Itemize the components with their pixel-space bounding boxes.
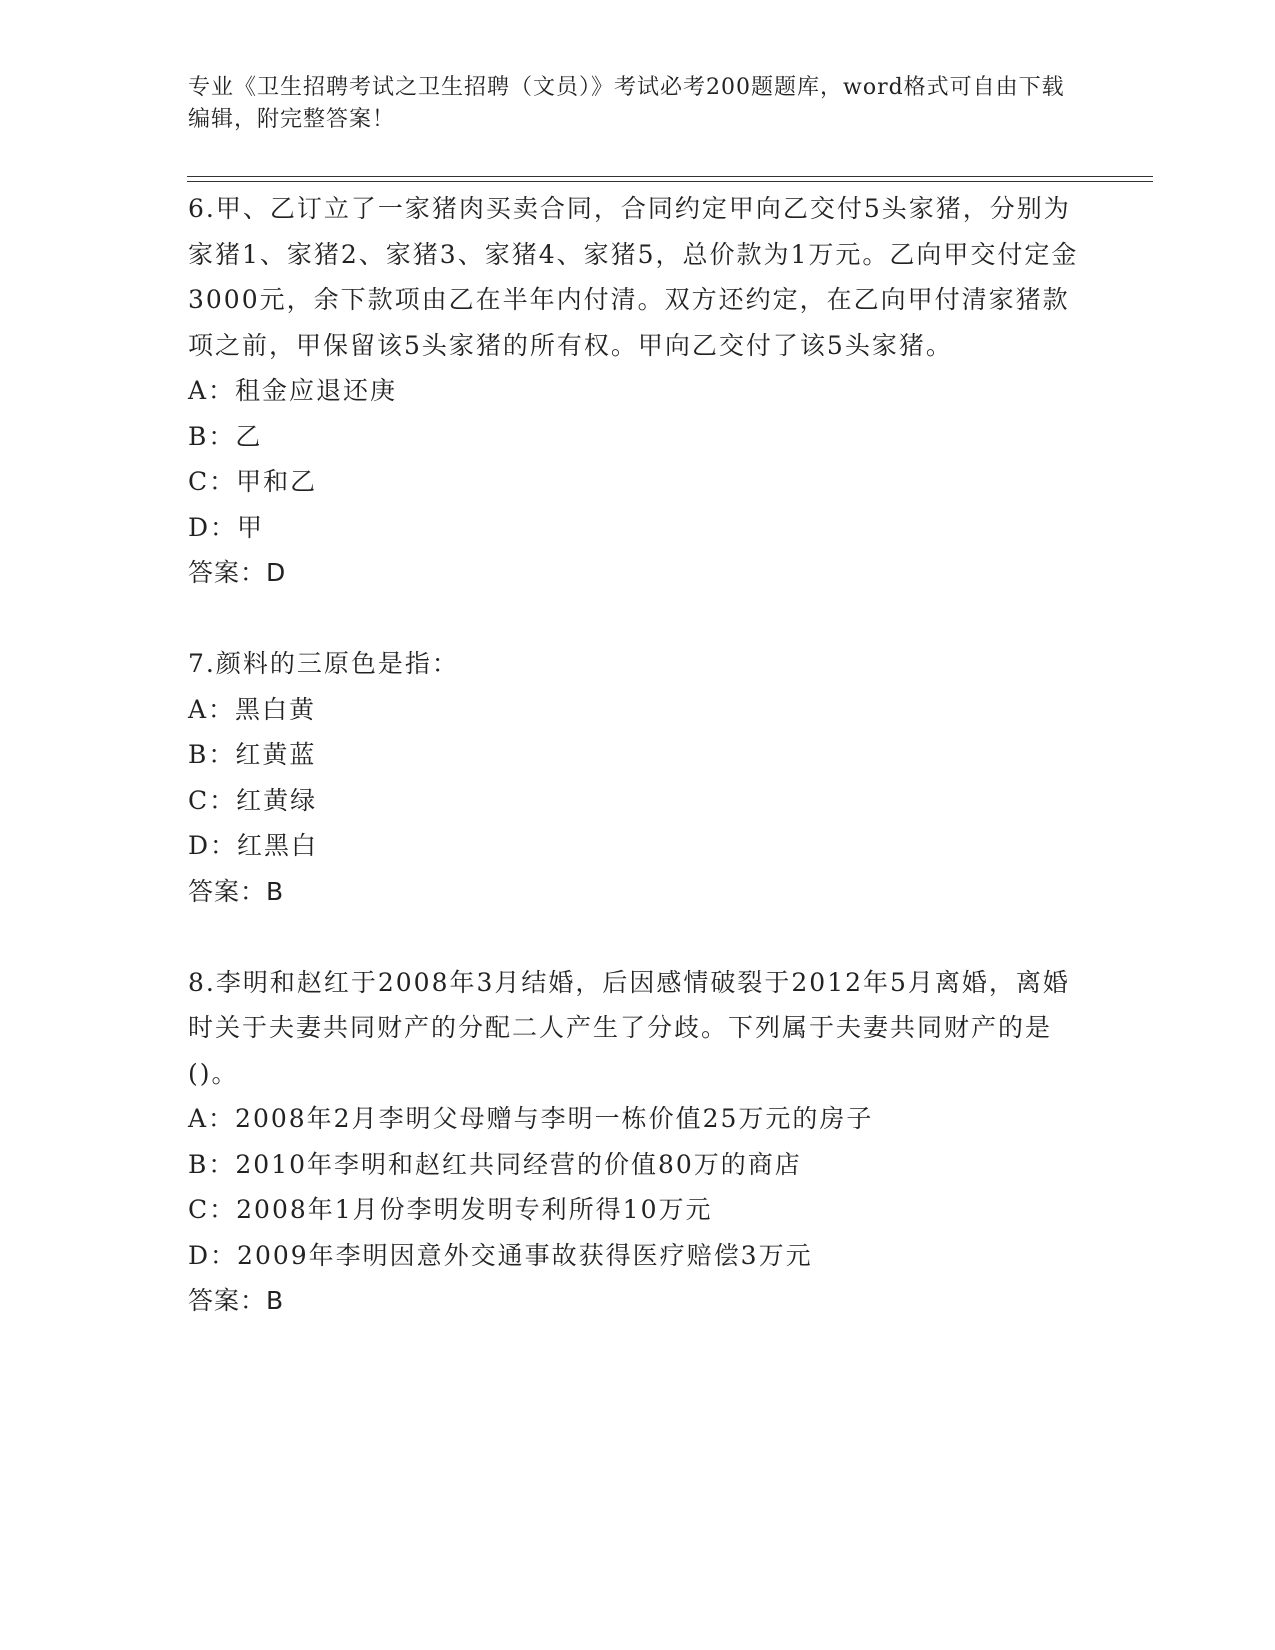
document-header: 专业《卫生招聘考试之卫生招聘（文员）》考试必考200题题库，word格式可自由下载编辑，附完整答案！ [188, 75, 1065, 132]
answer-line: 答案：B [188, 876, 285, 906]
option-c: C：甲和乙 [188, 467, 318, 496]
question-8 [188, 960, 1088, 1324]
question-6 [188, 186, 1088, 596]
option-a: A：租金应退还庚 [188, 376, 398, 405]
option-b: B：2010年李明和赵红共同经营的价值80万的商店 [188, 1149, 802, 1179]
option-a: A：黑白黄 [188, 694, 317, 724]
question-7 [188, 641, 1088, 914]
question-list [188, 186, 1088, 1324]
question-spacer [188, 914, 1088, 960]
question-stem: 8.李明和赵红于2008年3月结婚，后因感情破裂于2012年5月离婚，离婚时关于夫妻共同财产的分配二人产生了分歧。下列属于夫妻共同财产的是()。 [188, 967, 1070, 1088]
option-a: A：2008年2月李明父母赠与李明一栋价值25万元的房子 [188, 1104, 874, 1133]
option-c: C：红黄绿 [188, 785, 318, 815]
option-d: D：甲 [188, 512, 265, 542]
option-d: D：红黑白 [188, 831, 319, 860]
question-stem: 7.颜料的三原色是指： [188, 649, 459, 678]
option-d: D：2009年李明因意外交通事故获得医疗赔偿3万元 [188, 1240, 813, 1270]
option-c: C：2008年1月份李明发明专利所得10万元 [188, 1195, 713, 1224]
header-divider-top [187, 176, 1153, 177]
header-divider-bottom [187, 181, 1153, 182]
option-b: B：乙 [188, 421, 263, 451]
question-spacer [188, 596, 1088, 642]
answer-line: 答案：D [188, 558, 287, 587]
question-stem: 6.甲、乙订立了一家猪肉买卖合同，合同约定甲向乙交付5头家猪，分别为家猪1、家猪2、家猪3、家猪4、家猪5，总价款为1万元。乙向甲交付定金3000元，余下款项由乙在半年内付清。双方还约定，在乙向甲付清家猪款项之前，甲保留该5头家猪的所有权。甲向乙交付了该5头家猪。 [188, 194, 1079, 360]
option-b: B：红黄蓝 [188, 740, 317, 769]
answer-line: 答案：B [188, 1286, 285, 1315]
